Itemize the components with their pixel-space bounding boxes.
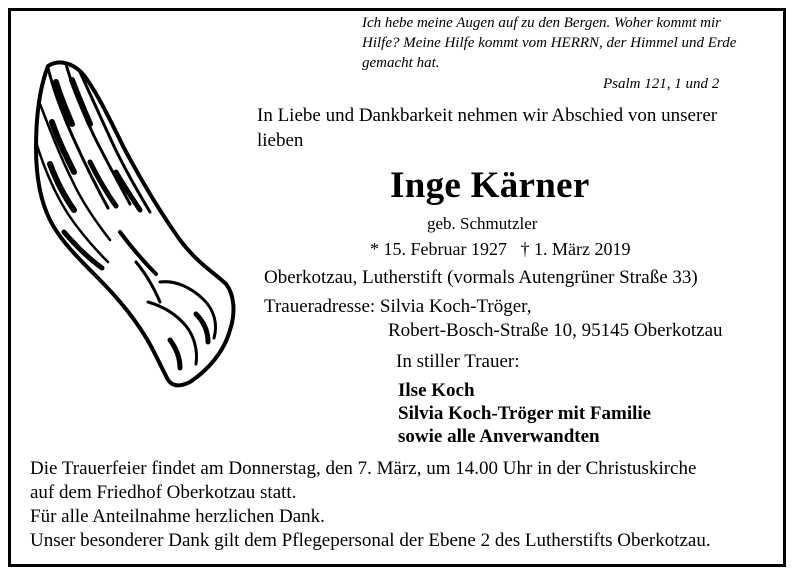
death-date: † 1. März 2019 [520, 239, 631, 259]
birth-date: * 15. Februar 1927 [370, 239, 507, 259]
psalm-reference: Psalm 121, 1 und 2 [603, 76, 720, 92]
mourner-name: Silvia Koch-Tröger mit Familie [398, 403, 652, 424]
thanks-line: Für alle Anteilnahme herzlichen Dank. [30, 506, 325, 527]
mourners-heading: In stiller Trauer: [396, 351, 520, 372]
mourning-address-line2: Robert-Bosch-Straße 10, 95145 Oberkotzau [388, 320, 723, 341]
mourner-name: sowie alle Anverwandten [398, 426, 600, 447]
praying-hands-icon [20, 52, 245, 392]
funeral-info-line: auf dem Friedhof Oberkotzau statt. [30, 482, 297, 503]
mourner-name: Ilse Koch [398, 380, 475, 401]
deceased-name: Inge Kärner [390, 165, 590, 206]
funeral-info-line: Die Trauerfeier findet am Donnerstag, den 7. März, um 14.00 Uhr in der Christuskirche [30, 458, 697, 479]
birth-name: geb. Schmutzler [427, 214, 538, 233]
mourning-address-line1: Traueradresse: Silvia Koch-Tröger, [264, 296, 532, 317]
special-thanks-line: Unser besonderer Dank gilt dem Pflegepersonal der Ebene 2 des Lutherstifts Oberkotzau. [30, 530, 711, 551]
life-dates [370, 239, 630, 260]
intro-text: In Liebe und Dankbarkeit nehmen wir Abschied von unserer lieben [257, 105, 718, 151]
residence: Oberkotzau, Lutherstift (vormals Autengrüner Straße 33) [264, 267, 698, 288]
psalm-quote: Ich hebe meine Augen auf zu den Bergen. Woher kommt mir Hilfe? Meine Hilfe kommt vom HERRN, der Himmel und Erde gemacht hat. [362, 15, 737, 71]
